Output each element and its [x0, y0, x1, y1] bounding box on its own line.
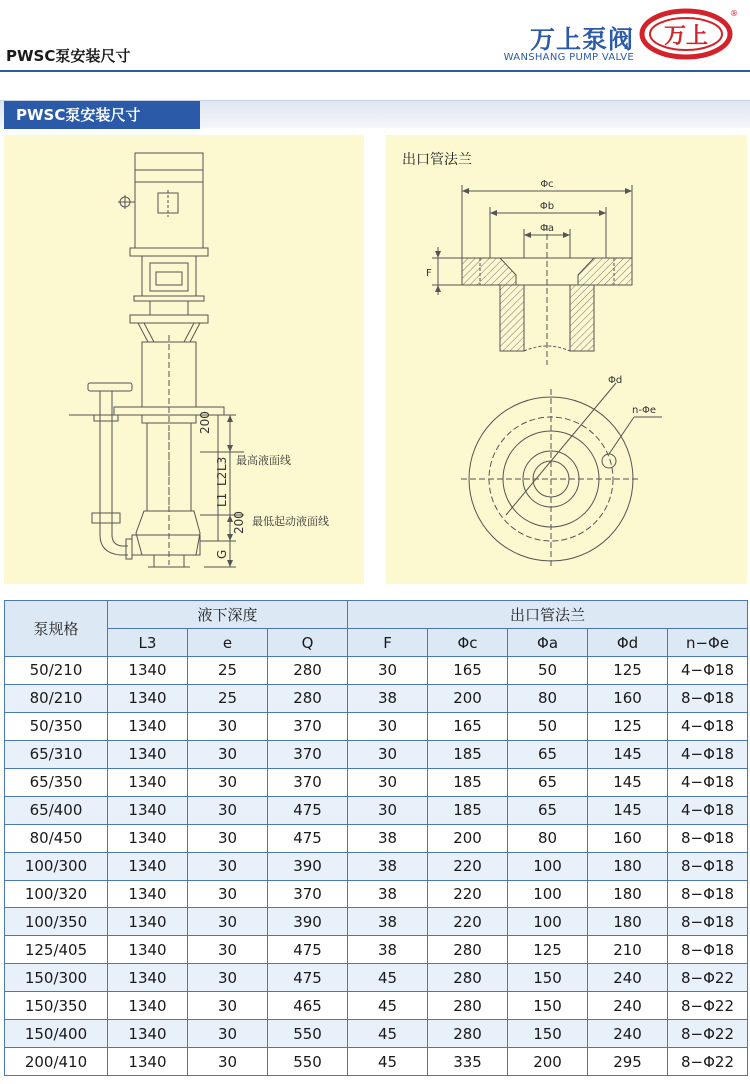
table-cell: 145 — [588, 740, 668, 768]
column-header: Φa — [508, 629, 588, 657]
table-row — [5, 824, 748, 852]
dim-l3: L3 — [215, 456, 229, 471]
table-cell: 185 — [428, 740, 508, 768]
table-cell: 8−Φ18 — [668, 824, 748, 852]
table-cell: 200 — [428, 824, 508, 852]
logo-text: 万上 — [663, 24, 709, 49]
label-phi-b: Φb — [539, 201, 555, 212]
table-cell: 1340 — [108, 908, 188, 936]
table-cell: 8−Φ18 — [668, 684, 748, 712]
max-level-label: 最高液面线 — [236, 454, 291, 467]
table-cell: 30 — [188, 1020, 268, 1048]
table-cell: 45 — [348, 992, 428, 1020]
cell-model: 65/350 — [5, 768, 108, 796]
column-header: Φd — [588, 629, 668, 657]
table-cell: 30 — [188, 712, 268, 740]
cell-model: 150/400 — [5, 1020, 108, 1048]
dim-l1: L1 — [215, 492, 229, 507]
table-cell: 200 — [428, 684, 508, 712]
table-cell: 370 — [268, 768, 348, 796]
table-row — [5, 908, 748, 936]
header-rule — [0, 70, 750, 72]
table-cell: 50 — [508, 712, 588, 740]
table-cell: 4−Φ18 — [668, 712, 748, 740]
table-cell: 185 — [428, 796, 508, 824]
table-cell: 30 — [348, 712, 428, 740]
label-n-phi-e: n-Φe — [632, 405, 656, 416]
table-cell: 38 — [348, 880, 428, 908]
table-cell: 475 — [268, 936, 348, 964]
table-cell: 30 — [188, 824, 268, 852]
table-row — [5, 880, 748, 908]
brand-name-en: WANSHANG PUMP VALVE — [503, 52, 634, 63]
table-cell: 280 — [428, 1020, 508, 1048]
table-cell: 280 — [428, 964, 508, 992]
table-cell: 280 — [428, 992, 508, 1020]
table-cell: 100 — [508, 852, 588, 880]
label-f: F — [426, 268, 432, 279]
table-cell: 30 — [348, 657, 428, 685]
table-cell: 30 — [188, 908, 268, 936]
pump-drawing-panel — [4, 135, 364, 584]
column-header: L3 — [108, 629, 188, 657]
table-cell: 25 — [188, 657, 268, 685]
brand-name-cn: 万上泵阀 — [529, 25, 634, 54]
table-cell: 45 — [348, 1048, 428, 1076]
dim-l2: L2 — [215, 471, 229, 486]
table-cell: 280 — [268, 684, 348, 712]
table-cell: 280 — [428, 936, 508, 964]
table-cell: 200 — [508, 1048, 588, 1076]
flange-drawing-title: 出口管法兰 — [402, 152, 472, 168]
table-cell: 65 — [508, 796, 588, 824]
dim-g: G — [215, 549, 229, 559]
cell-model: 125/405 — [5, 936, 108, 964]
flange-section — [426, 179, 632, 365]
table-cell: 240 — [588, 992, 668, 1020]
label-phi-c: Φc — [540, 179, 554, 190]
table-cell: 180 — [588, 908, 668, 936]
table-cell: 1340 — [108, 852, 188, 880]
table-cell: 125 — [588, 657, 668, 685]
table-cell: 38 — [348, 908, 428, 936]
column-header: Φc — [428, 629, 508, 657]
page-header — [0, 0, 750, 72]
table-cell: 1340 — [108, 1020, 188, 1048]
table-cell: 8−Φ22 — [668, 1020, 748, 1048]
table-cell: 38 — [348, 684, 428, 712]
table-cell: 38 — [348, 936, 428, 964]
table-cell: 8−Φ18 — [668, 880, 748, 908]
table-cell: 150 — [508, 1020, 588, 1048]
header-model: 泵规格 — [5, 601, 108, 657]
section-title: PWSC泵安装尺寸 — [4, 101, 200, 129]
table-cell: 475 — [268, 796, 348, 824]
column-header: Q — [268, 629, 348, 657]
table-cell: 30 — [188, 796, 268, 824]
table-cell: 150 — [508, 964, 588, 992]
table-cell: 280 — [268, 657, 348, 685]
table-cell: 4−Φ18 — [668, 768, 748, 796]
table-row — [5, 992, 748, 1020]
table-cell: 30 — [188, 964, 268, 992]
table-cell: 150 — [508, 992, 588, 1020]
pump-drawing — [4, 135, 364, 584]
table-cell: 8−Φ18 — [668, 852, 748, 880]
flange-drawing-panel — [386, 135, 747, 584]
cell-model: 150/350 — [5, 992, 108, 1020]
table-cell: 1340 — [108, 880, 188, 908]
table-row — [5, 657, 748, 685]
table-cell: 8−Φ18 — [668, 908, 748, 936]
column-header: n−Φe — [668, 629, 748, 657]
table-cell: 1340 — [108, 684, 188, 712]
table-cell: 475 — [268, 824, 348, 852]
table-cell: 1340 — [108, 657, 188, 685]
spec-table-body — [5, 657, 748, 1076]
header-group-depth: 液下深度 — [108, 601, 348, 629]
table-cell: 160 — [588, 684, 668, 712]
table-cell: 100 — [508, 908, 588, 936]
table-cell: 220 — [428, 908, 508, 936]
brand-logo — [638, 6, 740, 60]
table-cell: 370 — [268, 880, 348, 908]
table-cell: 185 — [428, 768, 508, 796]
table-cell: 550 — [268, 1020, 348, 1048]
table-cell: 1340 — [108, 824, 188, 852]
header-group-flange: 出口管法兰 — [348, 601, 748, 629]
dim-bottom-200: 200 — [232, 511, 246, 534]
table-cell: 240 — [588, 1020, 668, 1048]
cell-model: 100/320 — [5, 880, 108, 908]
cell-model: 150/300 — [5, 964, 108, 992]
cell-model: 200/410 — [5, 1048, 108, 1076]
table-cell: 295 — [588, 1048, 668, 1076]
table-cell: 25 — [188, 684, 268, 712]
table-row — [5, 768, 748, 796]
table-cell: 8−Φ22 — [668, 992, 748, 1020]
table-row — [5, 936, 748, 964]
table-cell: 210 — [588, 936, 668, 964]
table-cell: 30 — [348, 768, 428, 796]
registered-mark: ® — [730, 9, 738, 18]
table-row — [5, 796, 748, 824]
table-cell: 4−Φ18 — [668, 796, 748, 824]
cell-model: 65/400 — [5, 796, 108, 824]
table-cell: 550 — [268, 1048, 348, 1076]
table-cell: 30 — [188, 936, 268, 964]
table-cell: 45 — [348, 1020, 428, 1048]
table-cell: 65 — [508, 768, 588, 796]
table-cell: 220 — [428, 852, 508, 880]
table-cell: 30 — [188, 740, 268, 768]
table-cell: 100 — [508, 880, 588, 908]
table-cell: 4−Φ18 — [668, 740, 748, 768]
motor-body — [135, 153, 203, 248]
flange-top-view — [461, 375, 662, 569]
table-cell: 125 — [508, 936, 588, 964]
table-cell: 180 — [588, 880, 668, 908]
table-cell: 30 — [188, 768, 268, 796]
table-cell: 65 — [508, 740, 588, 768]
cell-model: 50/350 — [5, 712, 108, 740]
column-header: F — [348, 629, 428, 657]
table-cell: 30 — [188, 880, 268, 908]
flange-drawing — [386, 135, 747, 584]
table-row — [5, 1048, 748, 1076]
table-cell: 390 — [268, 908, 348, 936]
table-cell: 8−Φ22 — [668, 1048, 748, 1076]
table-cell: 125 — [588, 712, 668, 740]
table-row — [5, 852, 748, 880]
table-cell: 370 — [268, 712, 348, 740]
label-phi-d: Φd — [608, 375, 623, 386]
table-cell: 390 — [268, 852, 348, 880]
table-cell: 80 — [508, 824, 588, 852]
cell-model: 65/310 — [5, 740, 108, 768]
table-cell: 30 — [348, 796, 428, 824]
table-row — [5, 712, 748, 740]
table-cell: 30 — [348, 740, 428, 768]
column-header: e — [188, 629, 268, 657]
table-cell: 335 — [428, 1048, 508, 1076]
table-cell: 240 — [588, 964, 668, 992]
dim-top-200: 200 — [198, 411, 212, 434]
table-cell: 80 — [508, 684, 588, 712]
table-cell: 1340 — [108, 964, 188, 992]
cell-model: 80/210 — [5, 684, 108, 712]
table-cell: 1340 — [108, 740, 188, 768]
table-cell: 160 — [588, 824, 668, 852]
table-cell: 145 — [588, 796, 668, 824]
table-cell: 38 — [348, 852, 428, 880]
brand — [484, 20, 634, 70]
table-cell: 30 — [188, 852, 268, 880]
label-phi-a: Φa — [540, 223, 554, 234]
table-row — [5, 684, 748, 712]
table-row — [5, 1020, 748, 1048]
table-cell: 145 — [588, 768, 668, 796]
table-cell: 165 — [428, 712, 508, 740]
table-cell: 1340 — [108, 796, 188, 824]
table-cell: 370 — [268, 740, 348, 768]
table-cell: 1340 — [108, 768, 188, 796]
table-cell: 50 — [508, 657, 588, 685]
cell-model: 50/210 — [5, 657, 108, 685]
table-cell: 8−Φ18 — [668, 936, 748, 964]
table-cell: 465 — [268, 992, 348, 1020]
table-cell: 4−Φ18 — [668, 657, 748, 685]
table-cell: 220 — [428, 880, 508, 908]
cell-model: 100/300 — [5, 852, 108, 880]
table-cell: 1340 — [108, 992, 188, 1020]
table-cell: 8−Φ22 — [668, 964, 748, 992]
table-cell: 165 — [428, 657, 508, 685]
pump-casing — [136, 511, 200, 555]
table-cell: 30 — [188, 992, 268, 1020]
table-cell: 180 — [588, 852, 668, 880]
table-row — [5, 964, 748, 992]
table-cell: 45 — [348, 964, 428, 992]
cell-model: 100/350 — [5, 908, 108, 936]
cell-model: 80/450 — [5, 824, 108, 852]
table-cell: 1340 — [108, 936, 188, 964]
table-cell: 1340 — [108, 1048, 188, 1076]
page-title: PWSC泵安装尺寸 — [6, 47, 131, 65]
table-cell: 1340 — [108, 712, 188, 740]
min-level-label: 最低起动液面线 — [252, 515, 329, 528]
table-cell: 475 — [268, 964, 348, 992]
spec-table — [4, 600, 748, 1076]
table-cell: 30 — [188, 1048, 268, 1076]
table-cell: 38 — [348, 824, 428, 852]
table-row — [5, 740, 748, 768]
